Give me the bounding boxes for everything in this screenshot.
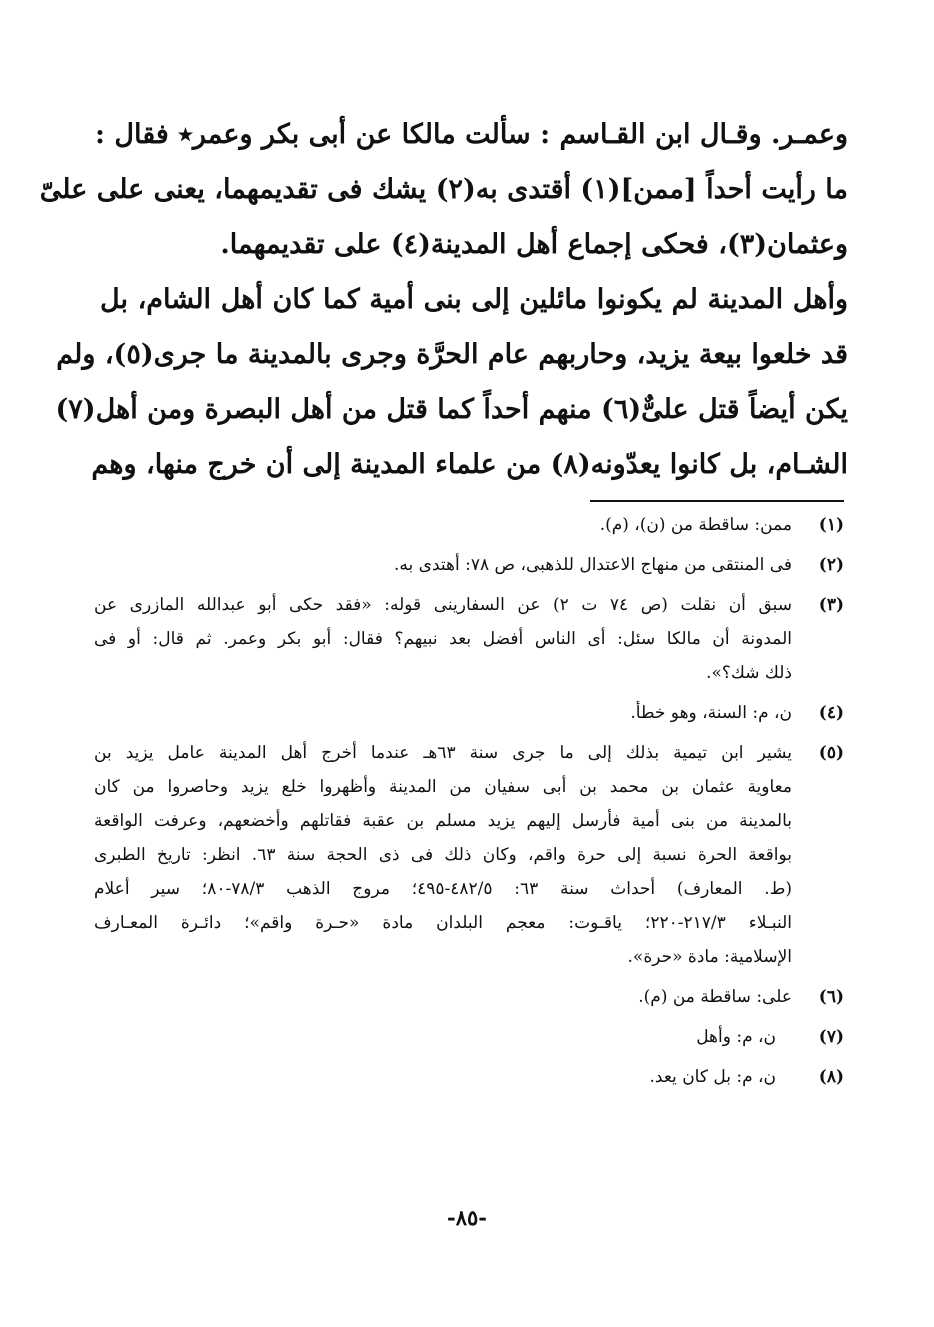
footnote-number: (٤) xyxy=(818,703,844,723)
paragraph-2 xyxy=(55,272,848,492)
footnote-7 xyxy=(94,1020,844,1054)
footnote-8 xyxy=(94,1060,844,1094)
paragraph-line: وأهل المدينة لم يكونوا مائلين إلى بنى أمية كما كان أهل الشام، بل xyxy=(100,284,848,315)
footnote-5 xyxy=(94,736,844,974)
footnote-line: سبق أن نقلت (ص ٧٤ ت ٢) عن السفارينى قوله: «فقد حكى أبو عبدالله المازرى عن xyxy=(94,595,793,615)
footnote-line: الإسلامية: مادة «حرة». xyxy=(627,947,792,967)
footnote-number: (٣) xyxy=(818,595,844,615)
footnote-3 xyxy=(94,588,844,690)
paragraph-line: وعثمان(٣)، فحكى إجماع أهل المدينة(٤) على تقديمهما. xyxy=(220,229,848,260)
footnote-number: (١) xyxy=(818,515,844,535)
footnote-line: ن، م: بل كان يعد. xyxy=(649,1067,776,1087)
footnote-number: (٧) xyxy=(818,1027,844,1047)
footnote-line: المدونة أن مالكا سئل: أى الناس أفضل بعد نبيهم؟ فقال: أبو بكر وعمر. ثم قال: أو فى xyxy=(94,629,792,649)
footnote-line: ن، م: وأهل xyxy=(696,1027,776,1047)
footnote-6 xyxy=(94,980,844,1014)
footnote-number: (٥) xyxy=(818,743,844,763)
footnote-4 xyxy=(94,696,844,730)
footnotes xyxy=(94,508,844,1100)
footnote-line: معاوية عثمان بن محمد بن أبى سفيان من المدينة وأظهروا خلع يزيد وحاصروا من كان xyxy=(94,777,792,797)
footnote-line: النبـلاء ٢١٧/٣-٢٢٠؛ ياقـوت: معجم البلدان مادة «حـرة واقم»؛ دائـرة المعـارف xyxy=(94,913,793,933)
paragraph-line: ما رأيت أحداً [ممن](١) أقتدى به(٢) يشك فى تقديمهما، يعنى على علىّ xyxy=(39,174,848,205)
page-number: -٨٥- xyxy=(447,1205,487,1230)
footnote-line: بواقعة الحرة نسبة إلى حرة واقم، وكان ذلك فى ذى الحجة سنة ٦٣. انظر: تاريخ الطبرى xyxy=(94,845,792,865)
footnote-2 xyxy=(94,548,844,582)
footnote-separator xyxy=(590,500,844,502)
footnote-line: على: ساقطة من (م). xyxy=(638,987,792,1007)
footnote-line: (ط. المعارف) أحداث سنة ٦٣: ٤٨٢/٥-٤٩٥؛ مروج الذهب ٧٨/٣-٨٠؛ سير أعلام xyxy=(94,879,792,899)
footnote-number: (٢) xyxy=(818,555,844,575)
footnote-line: ممن: ساقطة من (ن)، (م). xyxy=(599,515,792,535)
paragraph-line: الشـام، بل كانوا يعدّونه(٨) من علماء المدينة إلى أن خرج منها، وهم xyxy=(91,449,848,480)
footnote-line: فى المنتقى من منهاج الاعتدال للذهبى، ص ٧٨: أهتدى به. xyxy=(394,555,792,575)
paragraph-line: وعمـر. وقـال ابن القـاسم : سألت مالكا عن أبى بكر وعمر٭ فقال : xyxy=(94,119,848,150)
footnote-1 xyxy=(94,508,844,542)
footnote-line: ذلك شك؟». xyxy=(706,663,792,683)
paragraph-1 xyxy=(39,107,848,272)
footnote-number: (٦) xyxy=(818,987,844,1007)
footnote-line: ن، م: السنة، وهو خطأ. xyxy=(630,703,792,723)
footnote-number: (٨) xyxy=(818,1067,844,1087)
paragraph-line: يكن أيضاً قتل علىٌّ(٦) منهم أحداً كما قتل من أهل البصرة ومن أهل(٧) xyxy=(55,394,848,425)
paragraph-line: قد خلعوا بيعة يزيد، وحاربهم عام الحرَّة وجرى بالمدينة ما جرى(٥)، ولم xyxy=(56,339,848,370)
footnote-line: بالمدينة من بنى أمية فأرسل إليهم يزيد مسلم بن عقبة فقاتلهم وأخضعهم، وعرفت الواقعة xyxy=(94,811,792,831)
footnote-line: يشير ابن تيمية بذلك إلى ما جرى سنة ٦٣هـ عندما أخرج أهل المدينة عامل يزيد بن xyxy=(94,743,792,763)
